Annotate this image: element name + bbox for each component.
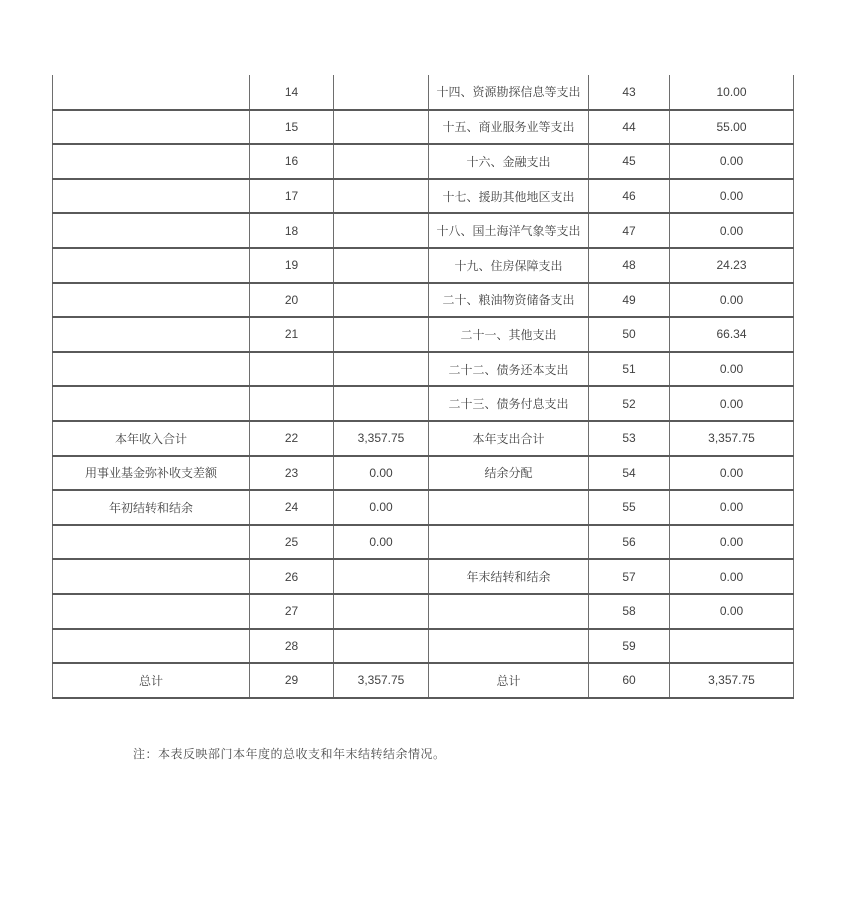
expense-line-no-cell: 44 [589, 110, 670, 145]
income-line-no-cell: 29 [250, 663, 334, 698]
expense-item-cell: 二十一、其他支出 [429, 317, 589, 352]
income-amount-cell [334, 110, 429, 145]
expense-line-no-cell: 45 [589, 144, 670, 179]
income-line-no-cell: 14 [250, 75, 334, 110]
expense-item-cell: 十九、住房保障支出 [429, 248, 589, 283]
expense-line-no-cell: 55 [589, 490, 670, 525]
income-amount-cell [334, 352, 429, 387]
income-line-no-cell: 22 [250, 421, 334, 456]
income-item-cell: 用事业基金弥补收支差额 [53, 456, 250, 491]
income-line-no-cell: 26 [250, 559, 334, 594]
expense-line-no-cell: 52 [589, 386, 670, 421]
income-amount-cell [334, 213, 429, 248]
expense-item-cell: 本年支出合计 [429, 421, 589, 456]
budget-summary-table [52, 75, 794, 699]
expense-line-no-cell: 43 [589, 75, 670, 110]
income-item-cell [53, 179, 250, 214]
expense-line-no-cell: 57 [589, 559, 670, 594]
income-item-cell [53, 386, 250, 421]
income-amount-cell: 0.00 [334, 456, 429, 491]
expense-amount-cell: 10.00 [670, 75, 794, 110]
expense-line-no-cell: 47 [589, 213, 670, 248]
table-row [53, 421, 794, 456]
expense-amount-cell: 0.00 [670, 559, 794, 594]
income-item-cell: 总计 [53, 663, 250, 698]
income-line-no-cell: 23 [250, 456, 334, 491]
expense-item-cell [429, 490, 589, 525]
table-row [53, 594, 794, 629]
expense-item-cell: 十四、资源勘探信息等支出 [429, 75, 589, 110]
income-line-no-cell: 15 [250, 110, 334, 145]
table-row [53, 248, 794, 283]
expense-amount-cell: 3,357.75 [670, 663, 794, 698]
table-row [53, 456, 794, 491]
table-row [53, 629, 794, 664]
income-line-no-cell [250, 386, 334, 421]
expense-line-no-cell: 54 [589, 456, 670, 491]
table-row [53, 110, 794, 145]
expense-item-cell [429, 594, 589, 629]
income-amount-cell [334, 179, 429, 214]
income-amount-cell [334, 283, 429, 318]
expense-line-no-cell: 59 [589, 629, 670, 664]
expense-amount-cell: 0.00 [670, 179, 794, 214]
income-amount-cell [334, 144, 429, 179]
income-amount-cell: 0.00 [334, 490, 429, 525]
expense-line-no-cell: 60 [589, 663, 670, 698]
expense-line-no-cell: 51 [589, 352, 670, 387]
income-item-cell [53, 75, 250, 110]
expense-item-cell: 十七、援助其他地区支出 [429, 179, 589, 214]
income-line-no-cell: 27 [250, 594, 334, 629]
expense-amount-cell: 0.00 [670, 386, 794, 421]
income-item-cell [53, 559, 250, 594]
income-amount-cell [334, 75, 429, 110]
table-row [53, 490, 794, 525]
income-amount-cell [334, 559, 429, 594]
expense-item-cell: 十六、金融支出 [429, 144, 589, 179]
income-amount-cell [334, 317, 429, 352]
table-row [53, 179, 794, 214]
expense-line-no-cell: 58 [589, 594, 670, 629]
expense-item-cell [429, 525, 589, 560]
income-line-no-cell: 24 [250, 490, 334, 525]
income-item-cell [53, 525, 250, 560]
income-amount-cell: 3,357.75 [334, 421, 429, 456]
expense-amount-cell: 0.00 [670, 594, 794, 629]
table-row [53, 663, 794, 698]
expense-amount-cell: 0.00 [670, 144, 794, 179]
expense-line-no-cell: 46 [589, 179, 670, 214]
expense-item-cell: 十五、商业服务业等支出 [429, 110, 589, 145]
table-row [53, 75, 794, 110]
income-line-no-cell: 21 [250, 317, 334, 352]
income-amount-cell [334, 629, 429, 664]
income-line-no-cell: 25 [250, 525, 334, 560]
income-line-no-cell: 16 [250, 144, 334, 179]
income-line-no-cell: 20 [250, 283, 334, 318]
expense-item-cell [429, 629, 589, 664]
expense-amount-cell: 0.00 [670, 352, 794, 387]
table-note: 注：本表反映部门本年度的总收支和年末结转结余情况。 [133, 747, 446, 761]
expense-amount-cell: 3,357.75 [670, 421, 794, 456]
income-item-cell [53, 317, 250, 352]
expense-line-no-cell: 50 [589, 317, 670, 352]
table-row [53, 144, 794, 179]
expense-amount-cell: 0.00 [670, 456, 794, 491]
expense-amount-cell: 0.00 [670, 283, 794, 318]
expense-amount-cell: 55.00 [670, 110, 794, 145]
expense-item-cell: 年末结转和结余 [429, 559, 589, 594]
expense-amount-cell [670, 629, 794, 664]
income-item-cell [53, 594, 250, 629]
income-amount-cell [334, 248, 429, 283]
expense-item-cell: 二十二、债务还本支出 [429, 352, 589, 387]
expense-amount-cell: 0.00 [670, 490, 794, 525]
income-amount-cell [334, 386, 429, 421]
table-row [53, 352, 794, 387]
expense-line-no-cell: 56 [589, 525, 670, 560]
expense-amount-cell: 66.34 [670, 317, 794, 352]
expense-item-cell: 二十三、债务付息支出 [429, 386, 589, 421]
income-line-no-cell: 28 [250, 629, 334, 664]
table-row [53, 283, 794, 318]
table-row [53, 386, 794, 421]
table-row [53, 213, 794, 248]
income-line-no-cell: 17 [250, 179, 334, 214]
expense-item-cell: 十八、国土海洋气象等支出 [429, 213, 589, 248]
income-amount-cell [334, 594, 429, 629]
expense-item-cell: 总计 [429, 663, 589, 698]
table-row [53, 317, 794, 352]
summary-table-body [53, 75, 794, 698]
expense-line-no-cell: 48 [589, 248, 670, 283]
income-item-cell: 本年收入合计 [53, 421, 250, 456]
income-item-cell [53, 629, 250, 664]
table-row [53, 559, 794, 594]
expense-item-cell: 结余分配 [429, 456, 589, 491]
income-item-cell [53, 144, 250, 179]
expense-amount-cell: 0.00 [670, 213, 794, 248]
table-row [53, 525, 794, 560]
income-item-cell [53, 248, 250, 283]
expense-amount-cell: 0.00 [670, 525, 794, 560]
income-item-cell [53, 213, 250, 248]
expense-line-no-cell: 53 [589, 421, 670, 456]
income-line-no-cell [250, 352, 334, 387]
income-item-cell [53, 110, 250, 145]
income-amount-cell: 0.00 [334, 525, 429, 560]
expense-amount-cell: 24.23 [670, 248, 794, 283]
income-item-cell [53, 352, 250, 387]
income-item-cell [53, 283, 250, 318]
expense-item-cell: 二十、粮油物资储备支出 [429, 283, 589, 318]
income-line-no-cell: 19 [250, 248, 334, 283]
income-item-cell: 年初结转和结余 [53, 490, 250, 525]
income-line-no-cell: 18 [250, 213, 334, 248]
expense-line-no-cell: 49 [589, 283, 670, 318]
income-amount-cell: 3,357.75 [334, 663, 429, 698]
